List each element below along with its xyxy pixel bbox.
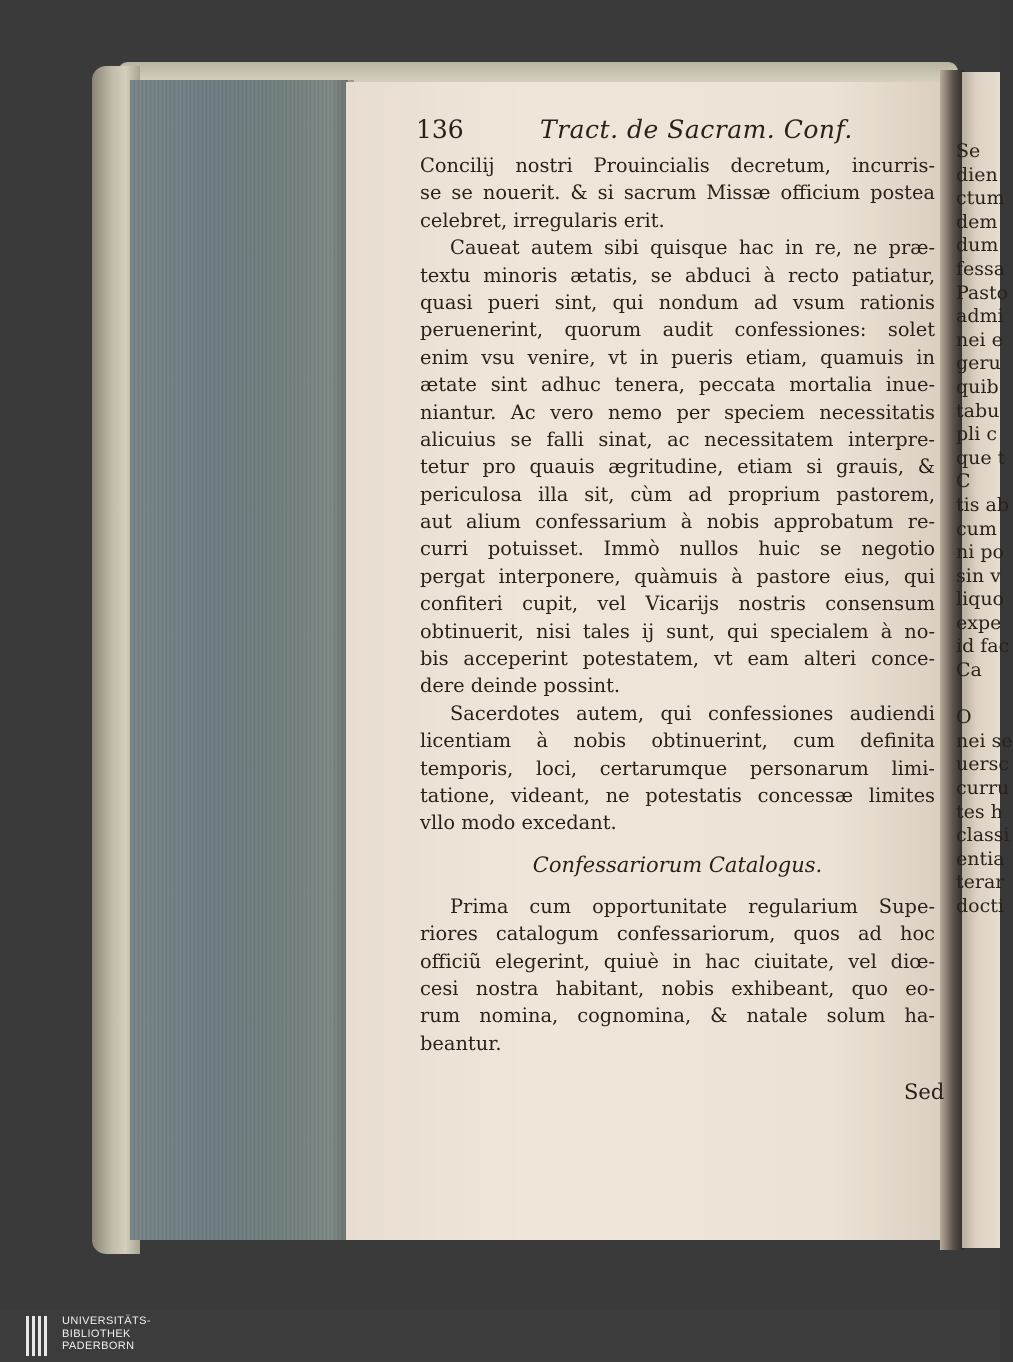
facing-line: uersc [956, 753, 1009, 776]
facing-line: Pasto [956, 281, 1009, 304]
library-footer [0, 1310, 1000, 1362]
paragraphs-block-1 [420, 152, 935, 837]
facing-line [956, 683, 1000, 707]
text-line: Sacerdotes autem, qui confessiones audiendi [450, 701, 935, 725]
facing-line: admi [956, 305, 1004, 328]
text-line: celebret, irregularis erit. [420, 208, 665, 232]
library-name [62, 1315, 151, 1353]
text-line: dere deinde possint. [420, 674, 621, 698]
facing-line: quib [956, 375, 999, 398]
text-line: textu minoris ætatis, se abduci à recto patiatur, [420, 263, 935, 287]
facing-line: sin v [956, 564, 1001, 587]
text-line: curri potuisset. Immò nullos huic se negotio [420, 537, 935, 561]
facing-line: tabu [956, 399, 1000, 422]
facing-line: ctum [956, 187, 1005, 210]
library-name-line: PADERBORN [62, 1340, 135, 1352]
text-line: tetur pro quauis ægritudine, etiam si grauis, & [420, 455, 935, 479]
section-heading: Confessariorum Catalogus. [532, 852, 823, 877]
text-line: tatione, videant, ne potestatis concessæ limites [420, 783, 935, 807]
library-name-line: BIBLIOTHEK [62, 1327, 131, 1340]
text-line: niantur. Ac vero nemo per speciem necessitatis [420, 400, 935, 424]
facing-line: expe [956, 611, 1002, 634]
text-line: confiteri cupit, vel Vicarijs nostris consensum [420, 592, 935, 616]
facing-line: terar [956, 871, 1005, 894]
text-line: peruenerint, quorum audit confessiones: solet [420, 318, 935, 342]
page-body-text [420, 152, 935, 1057]
text-line: officiũ elegerint, quiuè in hac ciuitate, vel diœ- [420, 949, 935, 973]
facing-line: que t [956, 446, 1006, 469]
text-line: alicuius se falli sinat, ac necessitatem interpre- [420, 427, 935, 451]
facing-page-text [956, 140, 1013, 919]
text-line: quasi pueri sint, qui nondum ad vsum rationis [420, 290, 935, 314]
facing-line: cum [956, 517, 997, 540]
facing-line: tes h [956, 800, 1003, 823]
facing-line: docti [956, 895, 1004, 917]
catchword: Sed [904, 1080, 945, 1104]
facing-line: Se [956, 140, 981, 162]
text-line: riores catalogum confessariorum, quos ad hoc [420, 922, 935, 946]
text-line: se se nouerit. & si sacrum Missæ officium postea [420, 181, 935, 205]
text-line: Prima cum opportunitate regularium Supe- [450, 894, 935, 918]
text-line: enim vsu venire, vt in pueris etiam, quamuis in [420, 345, 935, 369]
facing-line: pli c [956, 423, 997, 446]
facing-line: curru [956, 777, 1010, 800]
facing-line: tis ab [956, 493, 1009, 516]
paragraphs-block-2 [420, 893, 935, 1057]
facing-line: O [956, 706, 972, 729]
page-header [416, 115, 936, 151]
text-line: temporis, loci, certarumque personarum limi- [420, 756, 935, 780]
page-block-edge [130, 80, 348, 1240]
facing-line: nei se [956, 729, 1013, 752]
library-logo-icon [26, 1316, 52, 1356]
text-line: obtinuerit, nisi tales ij sunt, qui specialem à no- [420, 619, 935, 643]
facing-line: C [956, 470, 971, 493]
text-line: vllo modo excedant. [420, 811, 617, 835]
facing-line: ni po [956, 541, 1004, 564]
page-number: 136 [416, 115, 464, 144]
text-line: rum nomina, cognomina, & natale solum ha- [420, 1004, 935, 1028]
facing-line: dem [956, 210, 998, 233]
facing-line: id fac [956, 635, 1010, 658]
running-head: Tract. de Sacram. Conf. [540, 115, 853, 144]
text-line: licentiam à nobis obtinuerint, cum definita [420, 729, 935, 753]
text-line: beantur. [420, 1031, 502, 1055]
facing-line: fessa [956, 257, 1006, 280]
text-line: Caueat autem sibi quisque hac in re, ne præ- [450, 236, 935, 260]
text-line: bis acceperint potestatem, vt eam alteri conce- [420, 647, 935, 671]
text-line: ætate sint adhuc tenera, peccata mortalia inue- [420, 373, 935, 397]
facing-line: entia [956, 847, 1005, 870]
library-name-line: UNIVERSITÄTS- [62, 1315, 151, 1327]
text-line: Concilij nostri Prouincialis decretum, incurris- [420, 154, 935, 177]
facing-line: Ca [956, 659, 982, 682]
facing-line: geru [956, 352, 1001, 375]
text-line: pergat interponere, quàmuis à pastore eius, qui [420, 564, 935, 588]
facing-line: liquo [956, 588, 1004, 611]
facing-line: nei e [956, 328, 1003, 351]
text-line: aut alium confessarium à nobis approbatum re- [420, 510, 935, 534]
facing-line: dum [956, 234, 999, 257]
text-line: periculosa illa sit, cùm ad proprium pastorem, [420, 482, 935, 506]
facing-line: classi [956, 824, 1010, 847]
text-line: cesi nostra habitant, nobis exhibeant, quo eo- [420, 976, 935, 1000]
facing-line: dien [956, 163, 998, 186]
